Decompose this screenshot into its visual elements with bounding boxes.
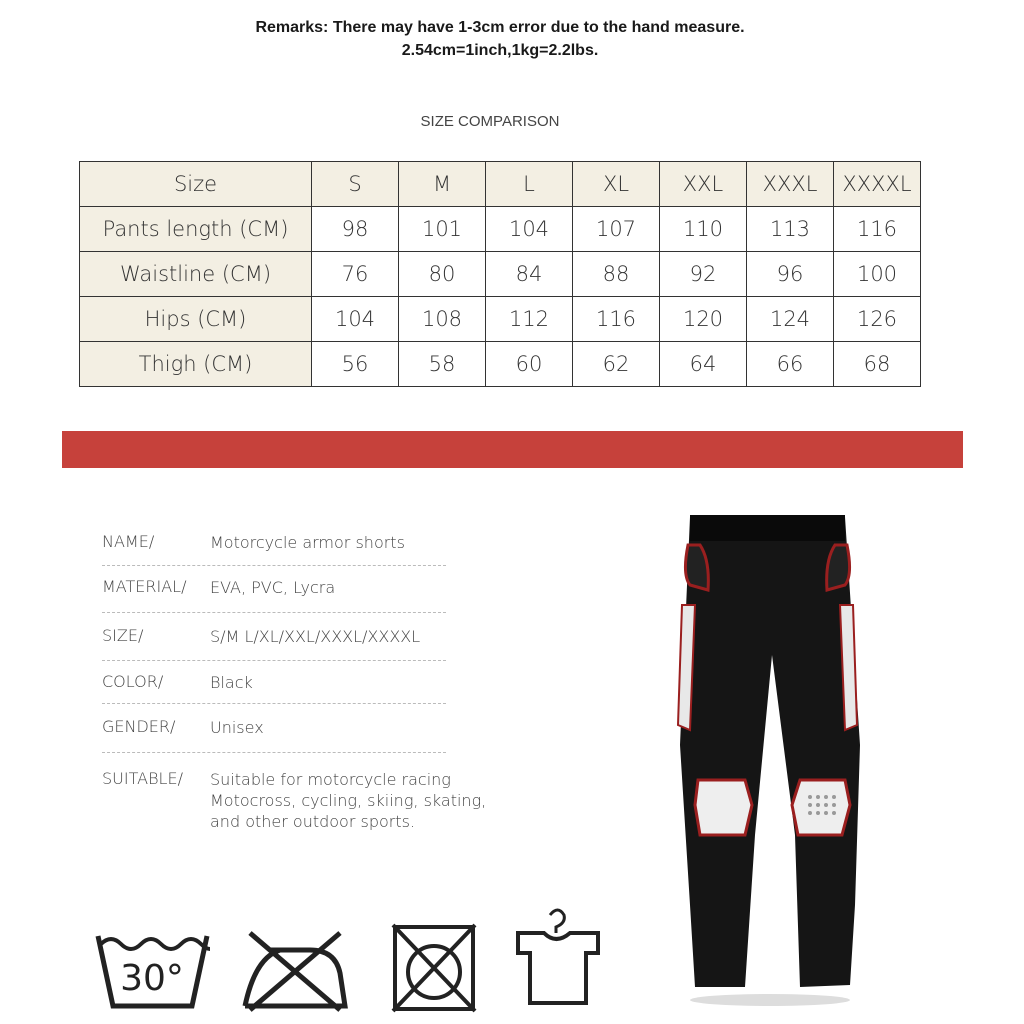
spec-value bbox=[210, 626, 420, 647]
dashed-divider bbox=[102, 703, 446, 704]
header-cell: XXL bbox=[660, 162, 747, 207]
remarks bbox=[0, 16, 1000, 62]
spec-value bbox=[210, 532, 405, 553]
table-cell: 64 bbox=[660, 342, 747, 387]
row-label: Pants length (CM) bbox=[80, 207, 312, 252]
spec-label: GENDER/ bbox=[102, 717, 176, 736]
table-cell: 112 bbox=[486, 297, 573, 342]
table-cell: 68 bbox=[834, 342, 921, 387]
table-cell: 116 bbox=[573, 297, 660, 342]
table-header-row bbox=[80, 162, 921, 207]
header-cell: XXXL bbox=[747, 162, 834, 207]
table-cell: 100 bbox=[834, 252, 921, 297]
do-not-iron-icon bbox=[240, 928, 350, 1013]
table-cell: 116 bbox=[834, 207, 921, 252]
dashed-divider bbox=[102, 660, 446, 661]
spec-value bbox=[210, 672, 253, 693]
header-cell: XXXXL bbox=[834, 162, 921, 207]
table-cell: 66 bbox=[747, 342, 834, 387]
spec-value bbox=[210, 717, 264, 738]
dashed-divider bbox=[102, 612, 446, 613]
header-cell: S bbox=[312, 162, 399, 207]
table-cell: 96 bbox=[747, 252, 834, 297]
table-cell: 84 bbox=[486, 252, 573, 297]
table-cell: 126 bbox=[834, 297, 921, 342]
spec-label: MATERIAL/ bbox=[102, 577, 187, 596]
armor-pants-image bbox=[660, 505, 880, 1010]
hang-dry-icon bbox=[514, 905, 602, 1010]
table-cell: 56 bbox=[312, 342, 399, 387]
header-cell: XL bbox=[573, 162, 660, 207]
header-cell: L bbox=[486, 162, 573, 207]
table-cell: 113 bbox=[747, 207, 834, 252]
table-title: SIZE COMPARISON bbox=[420, 113, 560, 130]
spec-label: COLOR/ bbox=[102, 672, 164, 691]
spec-value-line: Black bbox=[210, 673, 253, 692]
size-table bbox=[79, 161, 921, 387]
table-cell: 92 bbox=[660, 252, 747, 297]
table-cell: 101 bbox=[399, 207, 486, 252]
table-cell: 80 bbox=[399, 252, 486, 297]
spec-value-line: EVA, PVC, Lycra bbox=[210, 578, 336, 597]
table-cell: 108 bbox=[399, 297, 486, 342]
table-cell: 110 bbox=[660, 207, 747, 252]
table-cell: 98 bbox=[312, 207, 399, 252]
spec-value-line: Unisex bbox=[210, 718, 264, 737]
spec-value-line: Motorcycle armor shorts bbox=[210, 533, 405, 552]
spec-value-line: Suitable for motorcycle racing bbox=[210, 770, 451, 789]
table-row bbox=[80, 207, 921, 252]
red-divider-band bbox=[62, 431, 963, 468]
do-not-tumble-dry-icon bbox=[390, 922, 478, 1017]
wash-temp: 30° bbox=[120, 958, 184, 999]
spec-label: NAME/ bbox=[102, 532, 155, 551]
spec-label: SUITABLE/ bbox=[102, 769, 183, 788]
header-cell: Size bbox=[80, 162, 312, 207]
table-cell: 120 bbox=[660, 297, 747, 342]
table-cell: 107 bbox=[573, 207, 660, 252]
remarks-line-1: Remarks: There may have 1-3cm error due to the hand measure. bbox=[255, 19, 745, 36]
table-cell: 76 bbox=[312, 252, 399, 297]
table-row bbox=[80, 342, 921, 387]
row-label: Waistline (CM) bbox=[80, 252, 312, 297]
table-cell: 88 bbox=[573, 252, 660, 297]
spec-value-line: and other outdoor sports. bbox=[210, 812, 416, 831]
row-label: Thigh (CM) bbox=[80, 342, 312, 387]
spec-value bbox=[210, 769, 486, 832]
table-cell: 60 bbox=[486, 342, 573, 387]
spec-value bbox=[210, 577, 335, 598]
table-cell: 104 bbox=[486, 207, 573, 252]
table-cell: 62 bbox=[573, 342, 660, 387]
wash-30-icon bbox=[95, 928, 210, 1013]
table-cell: 104 bbox=[312, 297, 399, 342]
table-cell: 124 bbox=[747, 297, 834, 342]
dashed-divider bbox=[102, 752, 446, 753]
header-cell: M bbox=[399, 162, 486, 207]
dashed-divider bbox=[102, 565, 446, 566]
remarks-line-2: 2.54cm=1inch,1kg=2.2lbs. bbox=[401, 42, 599, 59]
row-label: Hips (CM) bbox=[80, 297, 312, 342]
table-row bbox=[80, 297, 921, 342]
table-row bbox=[80, 252, 921, 297]
table-cell: 58 bbox=[399, 342, 486, 387]
spec-value-line: Motocross, cycling, skiing, skating, bbox=[210, 791, 487, 810]
spec-label: SIZE/ bbox=[102, 626, 144, 645]
spec-value-line: S/M L/XL/XXL/XXXL/XXXXL bbox=[210, 627, 421, 646]
